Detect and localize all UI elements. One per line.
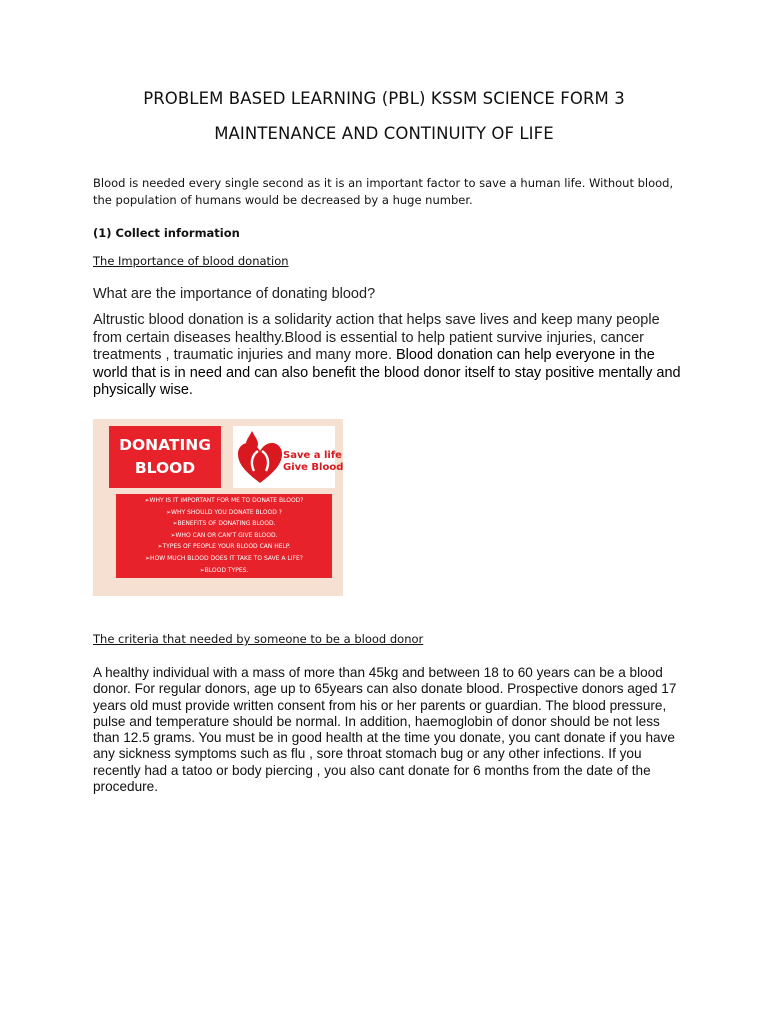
donating-blood-poster — [93, 419, 343, 596]
criteria-subheading: The criteria that needed by someone to be a blood donor — [93, 632, 424, 646]
document-subtitle: MAINTENANCE AND CONTINUITY OF LIFE — [214, 124, 554, 143]
logo-text — [283, 450, 343, 474]
importance-paragraph — [93, 312, 683, 400]
list-item: ➢HOW MUCH BLOOD DOES IT TAKE TO SAVE A LIFE? — [145, 554, 303, 562]
list-item: ➢WHY IS IT IMPORTANT FOR ME TO DONATE BLOOD? — [144, 497, 304, 504]
poster-title — [109, 426, 221, 488]
intro-paragraph: Blood is needed every single second as it is an important factor to save a human life. Without blood, the population of humans would be decreased by a huge number. — [93, 176, 674, 207]
list-item: ➢WHY SHOULD YOU DONATE BLOOD ? — [166, 508, 282, 516]
list-item: ➢WHO CAN OR CAN'T GIVE BLOOD. — [170, 531, 278, 539]
list-item: ➢BENEFITS OF DONATING BLOOD. — [172, 520, 276, 528]
blood-heart-icon — [236, 429, 284, 485]
section-heading: (1) Collect information — [93, 226, 240, 240]
logo-line1: Save a life — [283, 450, 342, 461]
criteria-paragraph: A healthy individual with a mass of more than 45kg and between 18 to 60 years can be a blood donor. For regular donors, age up to 65years can also donate blood. Prospective donors aged 17 years old must provide written consent from his or her parents or guardian. The blood pressure, pulse and temperature should be normal. In addition, haemoglobin of donor should be not less than 12.5 grams. You must be in good health at the time you donate, you cant donate if you have any sickness symptoms such as flu , sore throat stomach bug or any other infections. If you recently had a tatoo or body piercing , you also cant donate for 6 months from the date of the procedure. — [93, 665, 677, 795]
list-item: ➢BLOOD TYPES. — [199, 566, 249, 574]
document-title: PROBLEM BASED LEARNING (PBL) KSSM SCIENCE FORM 3 — [143, 89, 625, 108]
poster-title-line1: DONATING — [119, 436, 211, 454]
list-item: ➢TYPES OF PEOPLE YOUR BLOOD CAN HELP. — [157, 543, 291, 551]
importance-text-part2: Blood donation can help everyone in the world that is in need and can also benefit the blood donor itself to stay positive mentally and physically wise. — [93, 347, 681, 398]
importance-text-part1: Altrustic blood donation is a solidarity action that helps save lives and keep many people from certain diseases healthy.Blood is essential to help patient survive injuries, cancer treatments , traumatic injuries and many more. — [93, 312, 660, 363]
logo-line2: Give Blood — [283, 462, 344, 473]
importance-subheading: The Importance of blood donation — [93, 254, 289, 268]
save-a-life-logo — [233, 426, 344, 488]
poster-title-line2: BLOOD — [134, 459, 196, 477]
poster-topic-list — [116, 494, 332, 578]
question-text: What are the importance of donating blood? — [93, 286, 376, 302]
